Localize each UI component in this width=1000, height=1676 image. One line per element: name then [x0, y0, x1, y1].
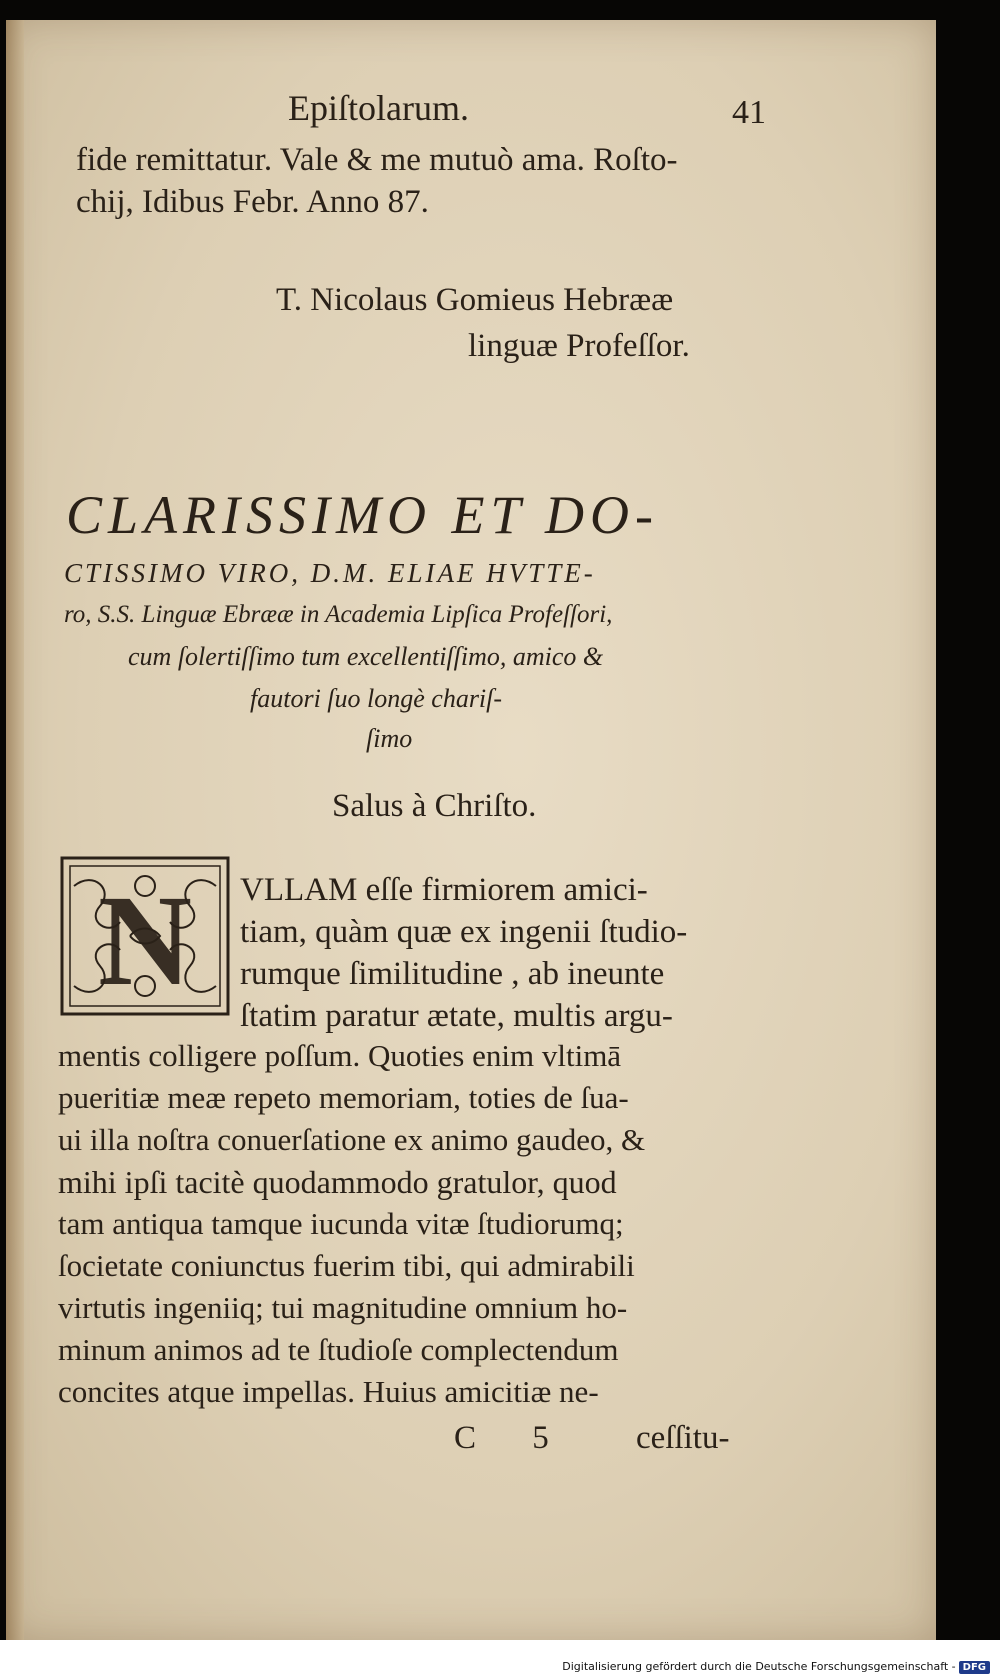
body-line-6: pueritiæ meæ repeto memoriam, toties de ſua-	[58, 1080, 629, 1115]
decorated-initial	[60, 856, 230, 1016]
body-line-1: VLLAM eſſe firmiorem amici-	[240, 872, 648, 908]
signature-mark: C 5	[454, 1420, 573, 1456]
signature-line-2: linguæ Profeſſor.	[468, 328, 690, 364]
body-line-11: virtutis ingeniiq; tui magnitudine omnium ho-	[58, 1290, 628, 1325]
body-line-13: concites atque impellas. Huius amicitiæ ne-	[58, 1374, 599, 1409]
body-line-8: mihi ipſi tacitè quodammodo gratulor, quod	[58, 1164, 617, 1200]
body-line-2: tiam, quàm quæ ex ingenii ſtudio-	[240, 914, 688, 950]
body-line-3: rumque ſimilitudine , ab ineunte	[240, 956, 665, 992]
closing-line-2: chij, Idibus Febr. Anno 87.	[76, 184, 429, 220]
signature-line-1: T. Nicolaus Gomieus Hebrææ	[276, 282, 674, 318]
body-line-10: ſocietate coniunctus fuerim tibi, qui admirabili	[58, 1248, 635, 1283]
page-number: 41	[732, 94, 766, 131]
svg-text:N: N	[98, 869, 192, 1013]
address-line-5: fautori ſuo longè chariſ-	[250, 684, 503, 713]
dfg-logo: DFG	[959, 1661, 990, 1674]
closing-line-1: fide remittatur. Vale & me mutuò ama. Roſto-	[76, 142, 678, 178]
floral-initial-ornament	[60, 856, 230, 1016]
salutation: Salus à Chriſto.	[332, 788, 537, 824]
address-line-6: ſimo	[366, 724, 413, 753]
body-line-4: ſtatim paratur ætate, multis argu-	[240, 998, 673, 1034]
address-line-2: CTISSIMO VIRO, D.M. ELIAE HVTTE-	[64, 558, 596, 588]
body-line-5: mentis colligere poſſum. Quoties enim vltimā	[58, 1038, 622, 1073]
body-line-9: tam antiqua tamque iucunda vitæ ſtudiorumq;	[58, 1206, 624, 1241]
body-line-12: minum animos ad te ſtudioſe complectendum	[58, 1332, 619, 1367]
address-line-1: CLARISSIMO ET DO-	[66, 485, 659, 545]
address-line-3: ro, S.S. Linguæ Ebrææ in Academia Lipſica Profeſſori,	[64, 601, 613, 628]
running-head: Epiſtolarum.	[288, 88, 469, 128]
address-line-4: cum ſolertiſſimo tum excellentiſſimo, amico &	[128, 642, 604, 671]
credit-text: Digitalisierung gefördert durch die Deutsche Forschungsgemeinschaft -	[562, 1660, 956, 1673]
body-line-7: ui illa noſtra conuerſatione ex animo gaudeo, &	[58, 1122, 646, 1157]
catchword: ceſſitu-	[636, 1420, 730, 1456]
page-gutter-edge	[6, 20, 24, 1640]
digitization-credit	[562, 1660, 990, 1674]
